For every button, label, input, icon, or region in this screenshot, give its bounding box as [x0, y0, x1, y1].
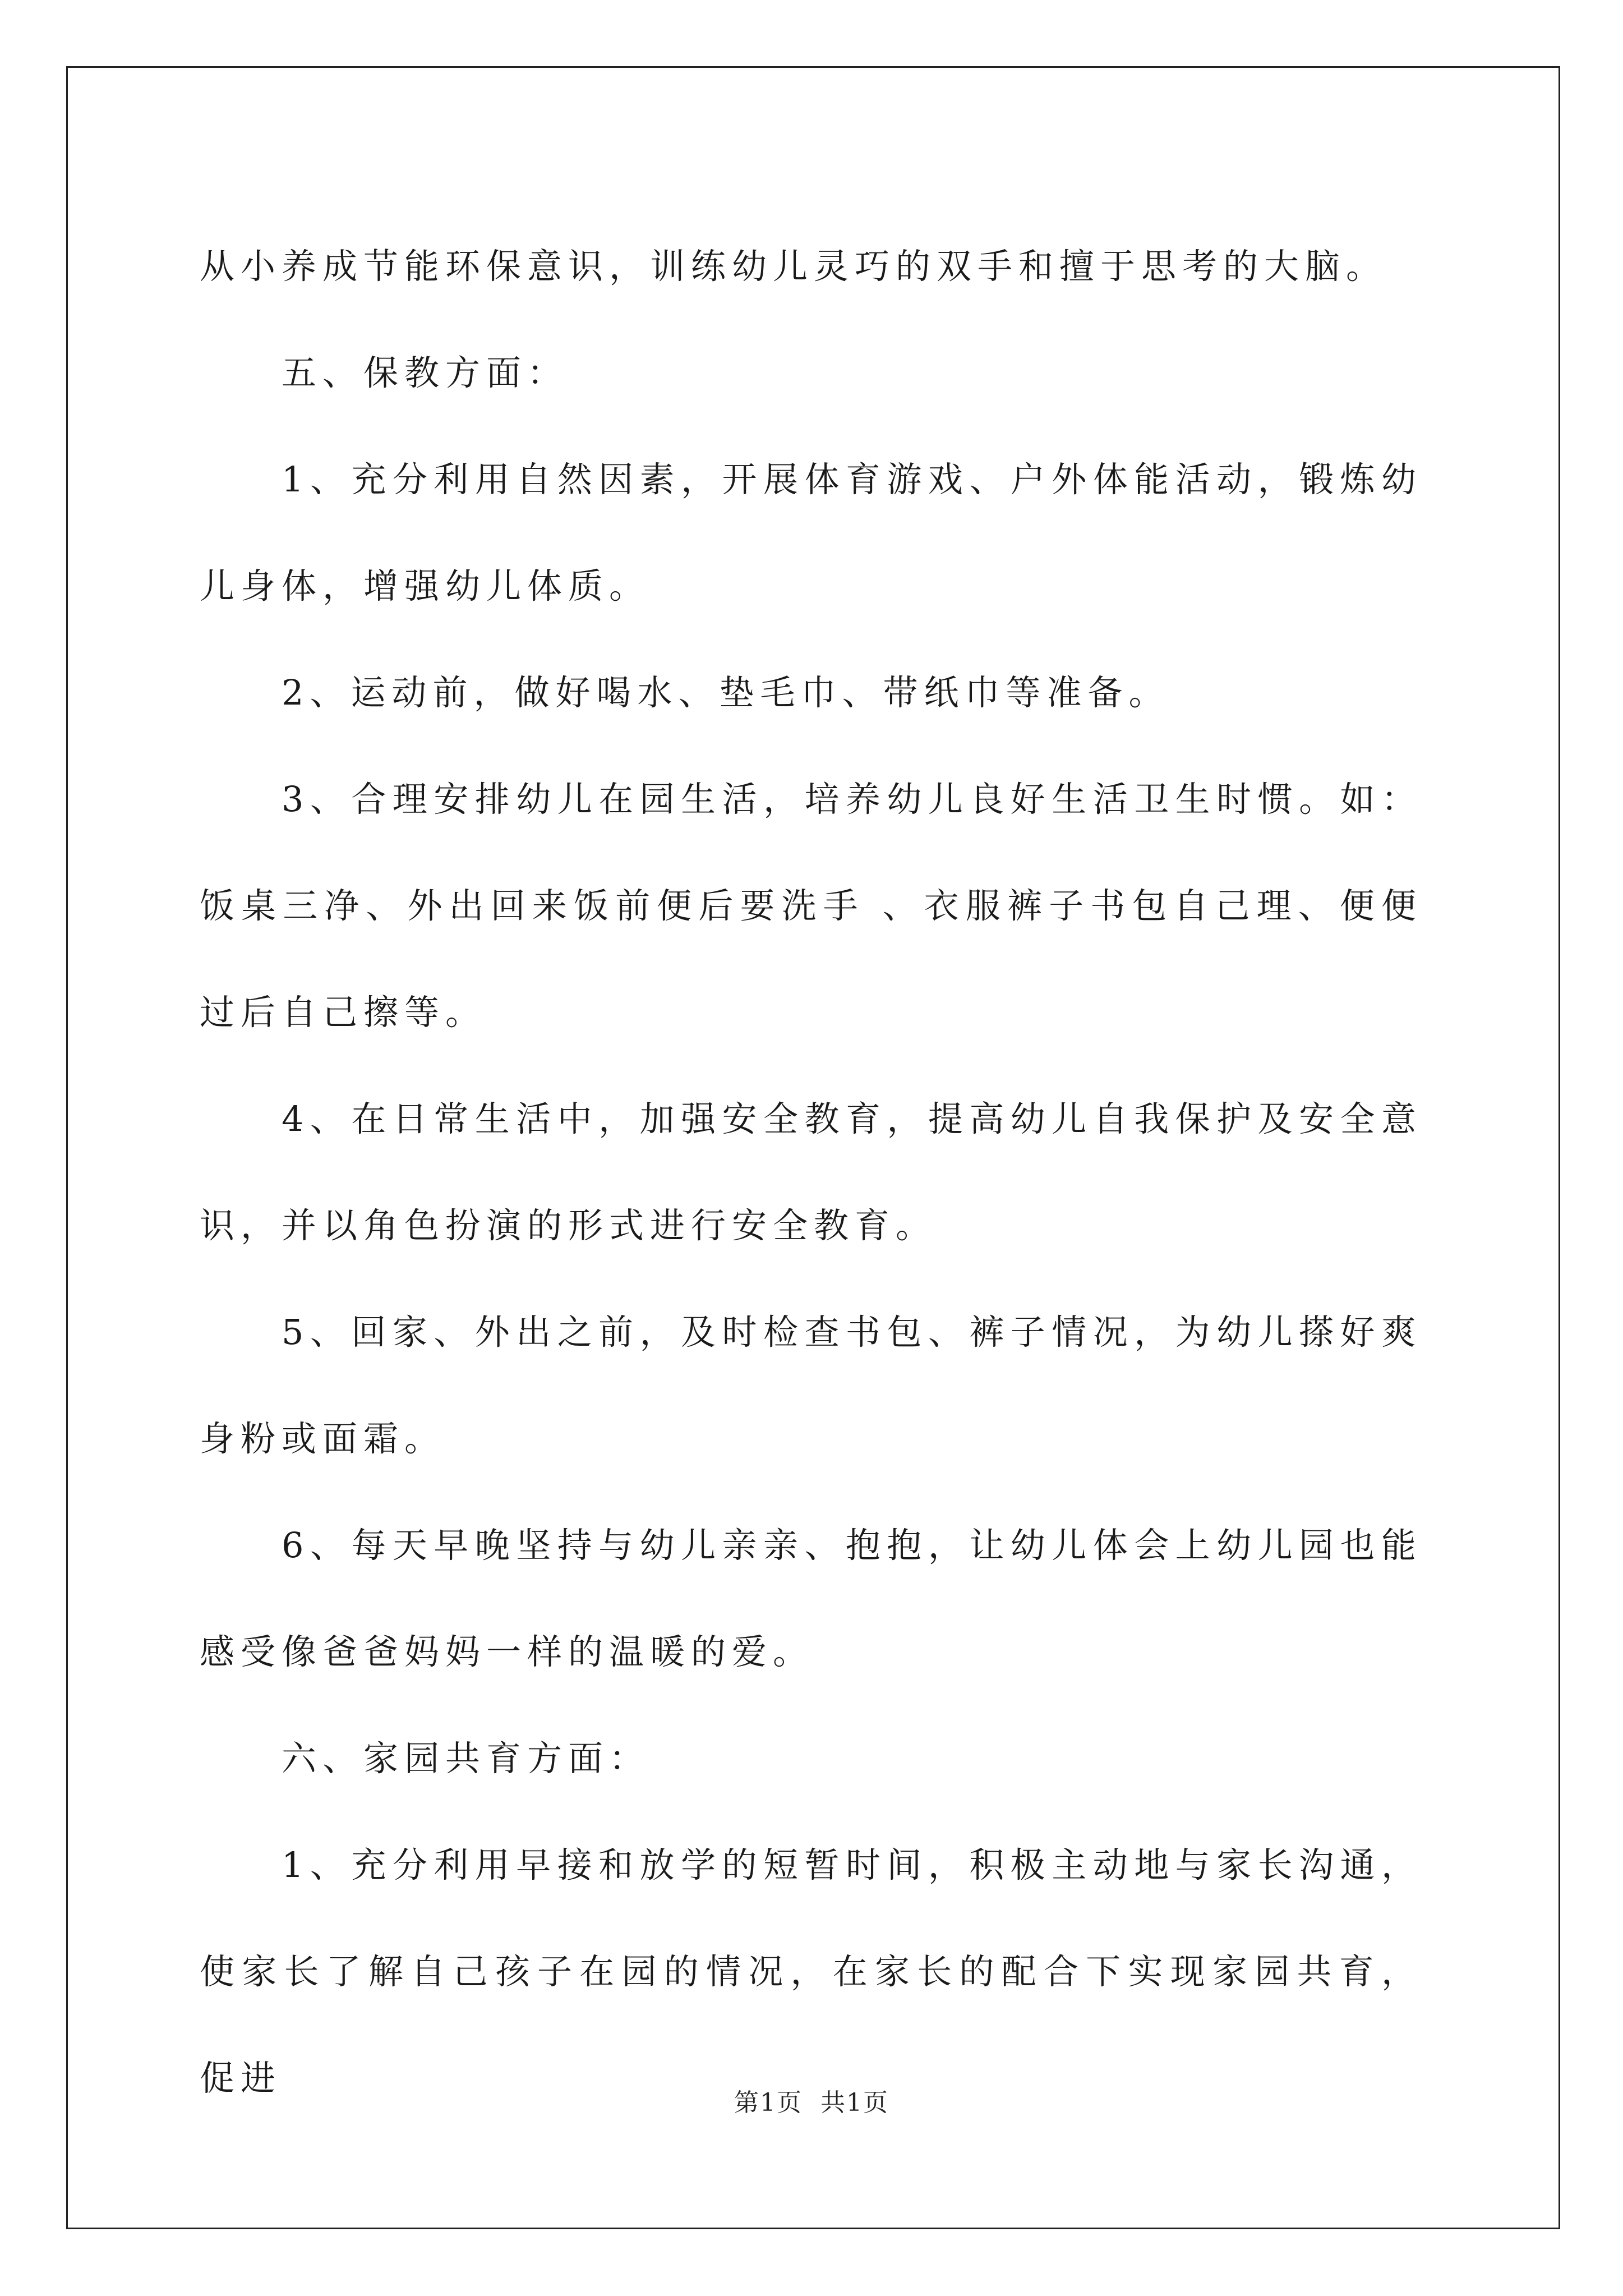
- section-heading-6: 六、家园共育方面：: [282, 1738, 651, 1779]
- paragraph-item-4: 4、在日常生活中，加强安全教育，提高幼儿自我保护及安全意识，并以角色扮演的形式进行安全教育。: [200, 1098, 1422, 1246]
- section-heading-5: 五、保教方面：: [282, 352, 569, 393]
- document-body: [200, 213, 1422, 2132]
- paragraph-item-6: 6、每天早晚坚持与幼儿亲亲、抱抱，让幼儿体会上幼儿园也能感受像爸爸妈妈一样的温暖的爱。: [200, 1525, 1422, 1672]
- paragraph-item-7: 1、充分利用早接和放学的短暂时间，积极主动地与家长沟通，使家长了解自己孩子在园的情况，在家长的配合下实现家园共育，促进: [200, 1844, 1422, 2099]
- paragraph-1: 从小养成节能环保意识，训练幼儿灵巧的双手和擅于思考的大脑。: [200, 246, 1387, 287]
- page-total: 共1页: [820, 2088, 889, 2117]
- paragraph-item-1: 1、充分利用自然因素，开展体育游戏、户外体能活动，锻炼幼儿身体，增强幼儿体质。: [200, 459, 1422, 606]
- paragraph-item-5: 5、回家、外出之前，及时检查书包、裤子情况，为幼儿搽好爽身粉或面霜。: [200, 1312, 1422, 1459]
- paragraph-item-3: 3、合理安排幼儿在园生活，培养幼儿良好生活卫生时惯。如：饭桌三净、外出回来饭前便后要洗手 、衣服裤子书包自己理、便便过后自己擦等。: [200, 779, 1422, 1033]
- paragraph-item-2: 2、运动前，做好喝水、垫毛巾、带纸巾等准备。: [282, 672, 1170, 713]
- page-footer: [0, 2082, 1623, 2118]
- page-number: 第1页: [734, 2088, 803, 2117]
